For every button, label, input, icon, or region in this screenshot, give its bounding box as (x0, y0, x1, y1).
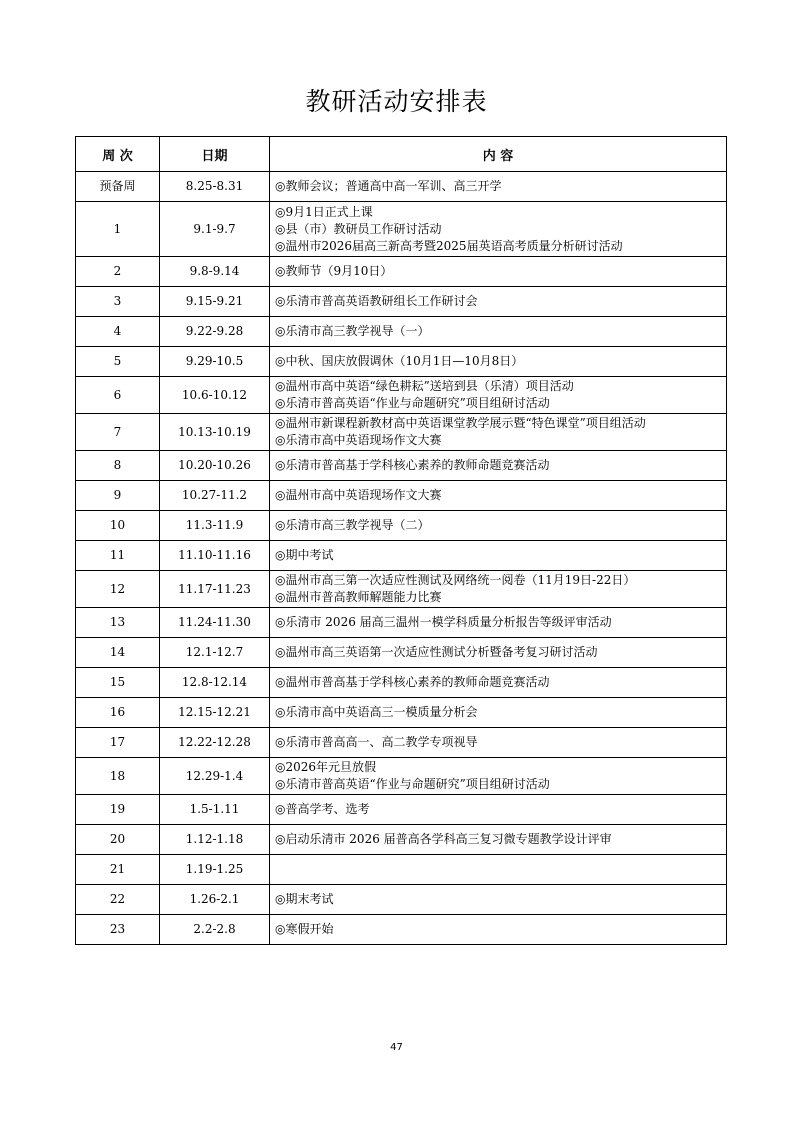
week-cell: 13 (76, 608, 160, 638)
table-row (76, 758, 727, 795)
activity-item: ◎ 启动乐清市 2026 届普高各学科高三复习微专题教学设计评审 (275, 831, 726, 848)
activity-item: ◎ 乐清市 2026 届高三温州一模学科质量分析报告等级评审活动 (275, 614, 726, 631)
activity-item: ◎ 乐清市普高英语“作业与命题研究”项目组研讨活动 (275, 776, 726, 793)
activity-item: ◎ 温州市高中英语现场作文大赛 (275, 487, 726, 504)
activity-item: ◎ 乐清市高中英语现场作文大赛 (275, 432, 726, 449)
content-cell (270, 668, 727, 698)
date-cell: 1.19-1.25 (160, 855, 270, 885)
date-cell: 1.26-2.1 (160, 885, 270, 915)
page-number: 47 (390, 1042, 403, 1053)
table-row (76, 414, 727, 451)
table-row (76, 172, 727, 202)
content-cell (270, 541, 727, 571)
schedule-body (76, 172, 727, 945)
activity-item: ◎ 乐清市高三教学视导（二） (275, 517, 726, 534)
week-cell: 6 (76, 377, 160, 414)
activity-item: ◎ 温州市高中英语“绿色耕耘”送培到县（乐清）项目活动 (275, 378, 726, 395)
week-cell: 19 (76, 795, 160, 825)
week-cell: 22 (76, 885, 160, 915)
date-cell: 10.20-10.26 (160, 451, 270, 481)
table-row (76, 511, 727, 541)
activity-item: ◎ 教师节（9月10日） (275, 263, 726, 280)
week-cell: 2 (76, 257, 160, 287)
content-cell (270, 377, 727, 414)
week-cell: 14 (76, 638, 160, 668)
content-cell (270, 571, 727, 608)
table-row (76, 287, 727, 317)
table-row (76, 481, 727, 511)
week-cell: 预备周 (76, 172, 160, 202)
week-cell: 15 (76, 668, 160, 698)
activity-item: ◎ 寒假开始 (275, 921, 726, 938)
table-row (76, 915, 727, 945)
header-content (270, 137, 727, 172)
week-cell: 3 (76, 287, 160, 317)
date-cell: 11.3-11.9 (160, 511, 270, 541)
week-cell: 1 (76, 202, 160, 257)
content-cell (270, 915, 727, 945)
date-cell: 1.12-1.18 (160, 825, 270, 855)
date-cell: 11.10-11.16 (160, 541, 270, 571)
table-row (76, 885, 727, 915)
content-cell (270, 855, 727, 885)
date-cell: 11.24-11.30 (160, 608, 270, 638)
week-cell: 5 (76, 347, 160, 377)
activity-item: ◎ 普高学考、选考 (275, 801, 726, 818)
date-cell: 11.17-11.23 (160, 571, 270, 608)
content-cell (270, 698, 727, 728)
header-week: 周 次 (76, 137, 160, 172)
activity-item: ◎ 教师会议；普通高中高一军训、高三开学 (275, 178, 726, 195)
week-cell: 7 (76, 414, 160, 451)
content-cell (270, 608, 727, 638)
activity-item: ◎ 温州市新课程新教材高中英语课堂教学展示暨“特色课堂”项目组活动 (275, 415, 726, 432)
content-cell (270, 795, 727, 825)
date-cell: 9.15-9.21 (160, 287, 270, 317)
activity-item: ◎ 乐清市高中英语高三一模质量分析会 (275, 704, 726, 721)
content-cell (270, 287, 727, 317)
date-cell: 10.13-10.19 (160, 414, 270, 451)
activity-item: ◎ 期中考试 (275, 547, 726, 564)
date-cell: 12.29-1.4 (160, 758, 270, 795)
header-content-label: 内 容 (482, 148, 514, 164)
content-cell (270, 481, 727, 511)
activity-item: ◎ 2026年元旦放假 (275, 759, 726, 776)
activity-item: ◎ 温州市2026届高三新高考暨2025届英语高考质量分析研讨活动 (275, 238, 726, 255)
week-cell: 10 (76, 511, 160, 541)
schedule-table (75, 136, 727, 945)
table-row (76, 347, 727, 377)
week-cell: 11 (76, 541, 160, 571)
activity-item: ◎ 乐清市普高基于学科核心素养的教师命题竞赛活动 (275, 457, 726, 474)
activity-item: ◎ 中秋、国庆放假调休（10月1日—10月8日） (275, 353, 726, 370)
content-cell (270, 172, 727, 202)
week-cell: 18 (76, 758, 160, 795)
content-cell (270, 202, 727, 257)
table-row (76, 202, 727, 257)
activity-item: ◎ 乐清市普高英语“作业与命题研究”项目组研讨活动 (275, 395, 726, 412)
table-row (76, 571, 727, 608)
week-cell: 16 (76, 698, 160, 728)
activity-item: ◎ 乐清市普高高一、高二教学专项视导 (275, 734, 726, 751)
activity-item: ◎ 乐清市普高英语教研组长工作研讨会 (275, 293, 726, 310)
activity-item: ◎ 温州市高三英语第一次适应性测试分析暨备考复习研讨活动 (275, 644, 726, 661)
date-cell: 9.8-9.14 (160, 257, 270, 287)
week-cell: 4 (76, 317, 160, 347)
week-cell: 12 (76, 571, 160, 608)
week-cell: 9 (76, 481, 160, 511)
content-cell (270, 414, 727, 451)
date-cell: 9.22-9.28 (160, 317, 270, 347)
table-row (76, 317, 727, 347)
activity-item: ◎ 9月1日正式上课 (275, 204, 726, 221)
content-cell (270, 317, 727, 347)
content-cell (270, 257, 727, 287)
content-cell (270, 347, 727, 377)
date-cell: 12.15-12.21 (160, 698, 270, 728)
date-cell: 8.25-8.31 (160, 172, 270, 202)
table-row (76, 608, 727, 638)
activity-item: ◎ 期末考试 (275, 891, 726, 908)
table-row (76, 451, 727, 481)
table-row (76, 855, 727, 885)
date-cell: 9.29-10.5 (160, 347, 270, 377)
header-date: 日期 (160, 137, 270, 172)
activity-item: ◎ 温州市普高教师解题能力比赛 (275, 589, 726, 606)
table-row (76, 257, 727, 287)
table-row (76, 638, 727, 668)
activity-item: ◎ 温州市普高基于学科核心素养的教师命题竞赛活动 (275, 674, 726, 691)
activity-item: ◎ 温州市高三第一次适应性测试及网络统一阅卷（11月19日-22日） (275, 572, 726, 589)
content-cell (270, 511, 727, 541)
date-cell: 10.6-10.12 (160, 377, 270, 414)
week-cell: 23 (76, 915, 160, 945)
date-cell: 2.2-2.8 (160, 915, 270, 945)
table-row (76, 795, 727, 825)
week-cell: 20 (76, 825, 160, 855)
content-cell (270, 638, 727, 668)
date-cell: 10.27-11.2 (160, 481, 270, 511)
week-cell: 8 (76, 451, 160, 481)
content-cell (270, 885, 727, 915)
date-cell: 12.1-12.7 (160, 638, 270, 668)
date-cell: 12.22-12.28 (160, 728, 270, 758)
content-cell (270, 451, 727, 481)
activity-item: ◎ 乐清市高三教学视导（一） (275, 323, 726, 340)
week-cell: 21 (76, 855, 160, 885)
table-row (76, 825, 727, 855)
table-row (76, 377, 727, 414)
date-cell: 12.8-12.14 (160, 668, 270, 698)
date-cell: 1.5-1.11 (160, 795, 270, 825)
activity-item: ◎ 县（市）教研员工作研讨活动 (275, 221, 726, 238)
table-row (76, 728, 727, 758)
content-cell (270, 825, 727, 855)
date-cell: 9.1-9.7 (160, 202, 270, 257)
page-title: 教研活动安排表 (305, 87, 488, 116)
table-header-row (76, 137, 727, 172)
content-cell (270, 728, 727, 758)
content-cell (270, 758, 727, 795)
table-row (76, 668, 727, 698)
table-row (76, 541, 727, 571)
table-row (76, 698, 727, 728)
week-cell: 17 (76, 728, 160, 758)
